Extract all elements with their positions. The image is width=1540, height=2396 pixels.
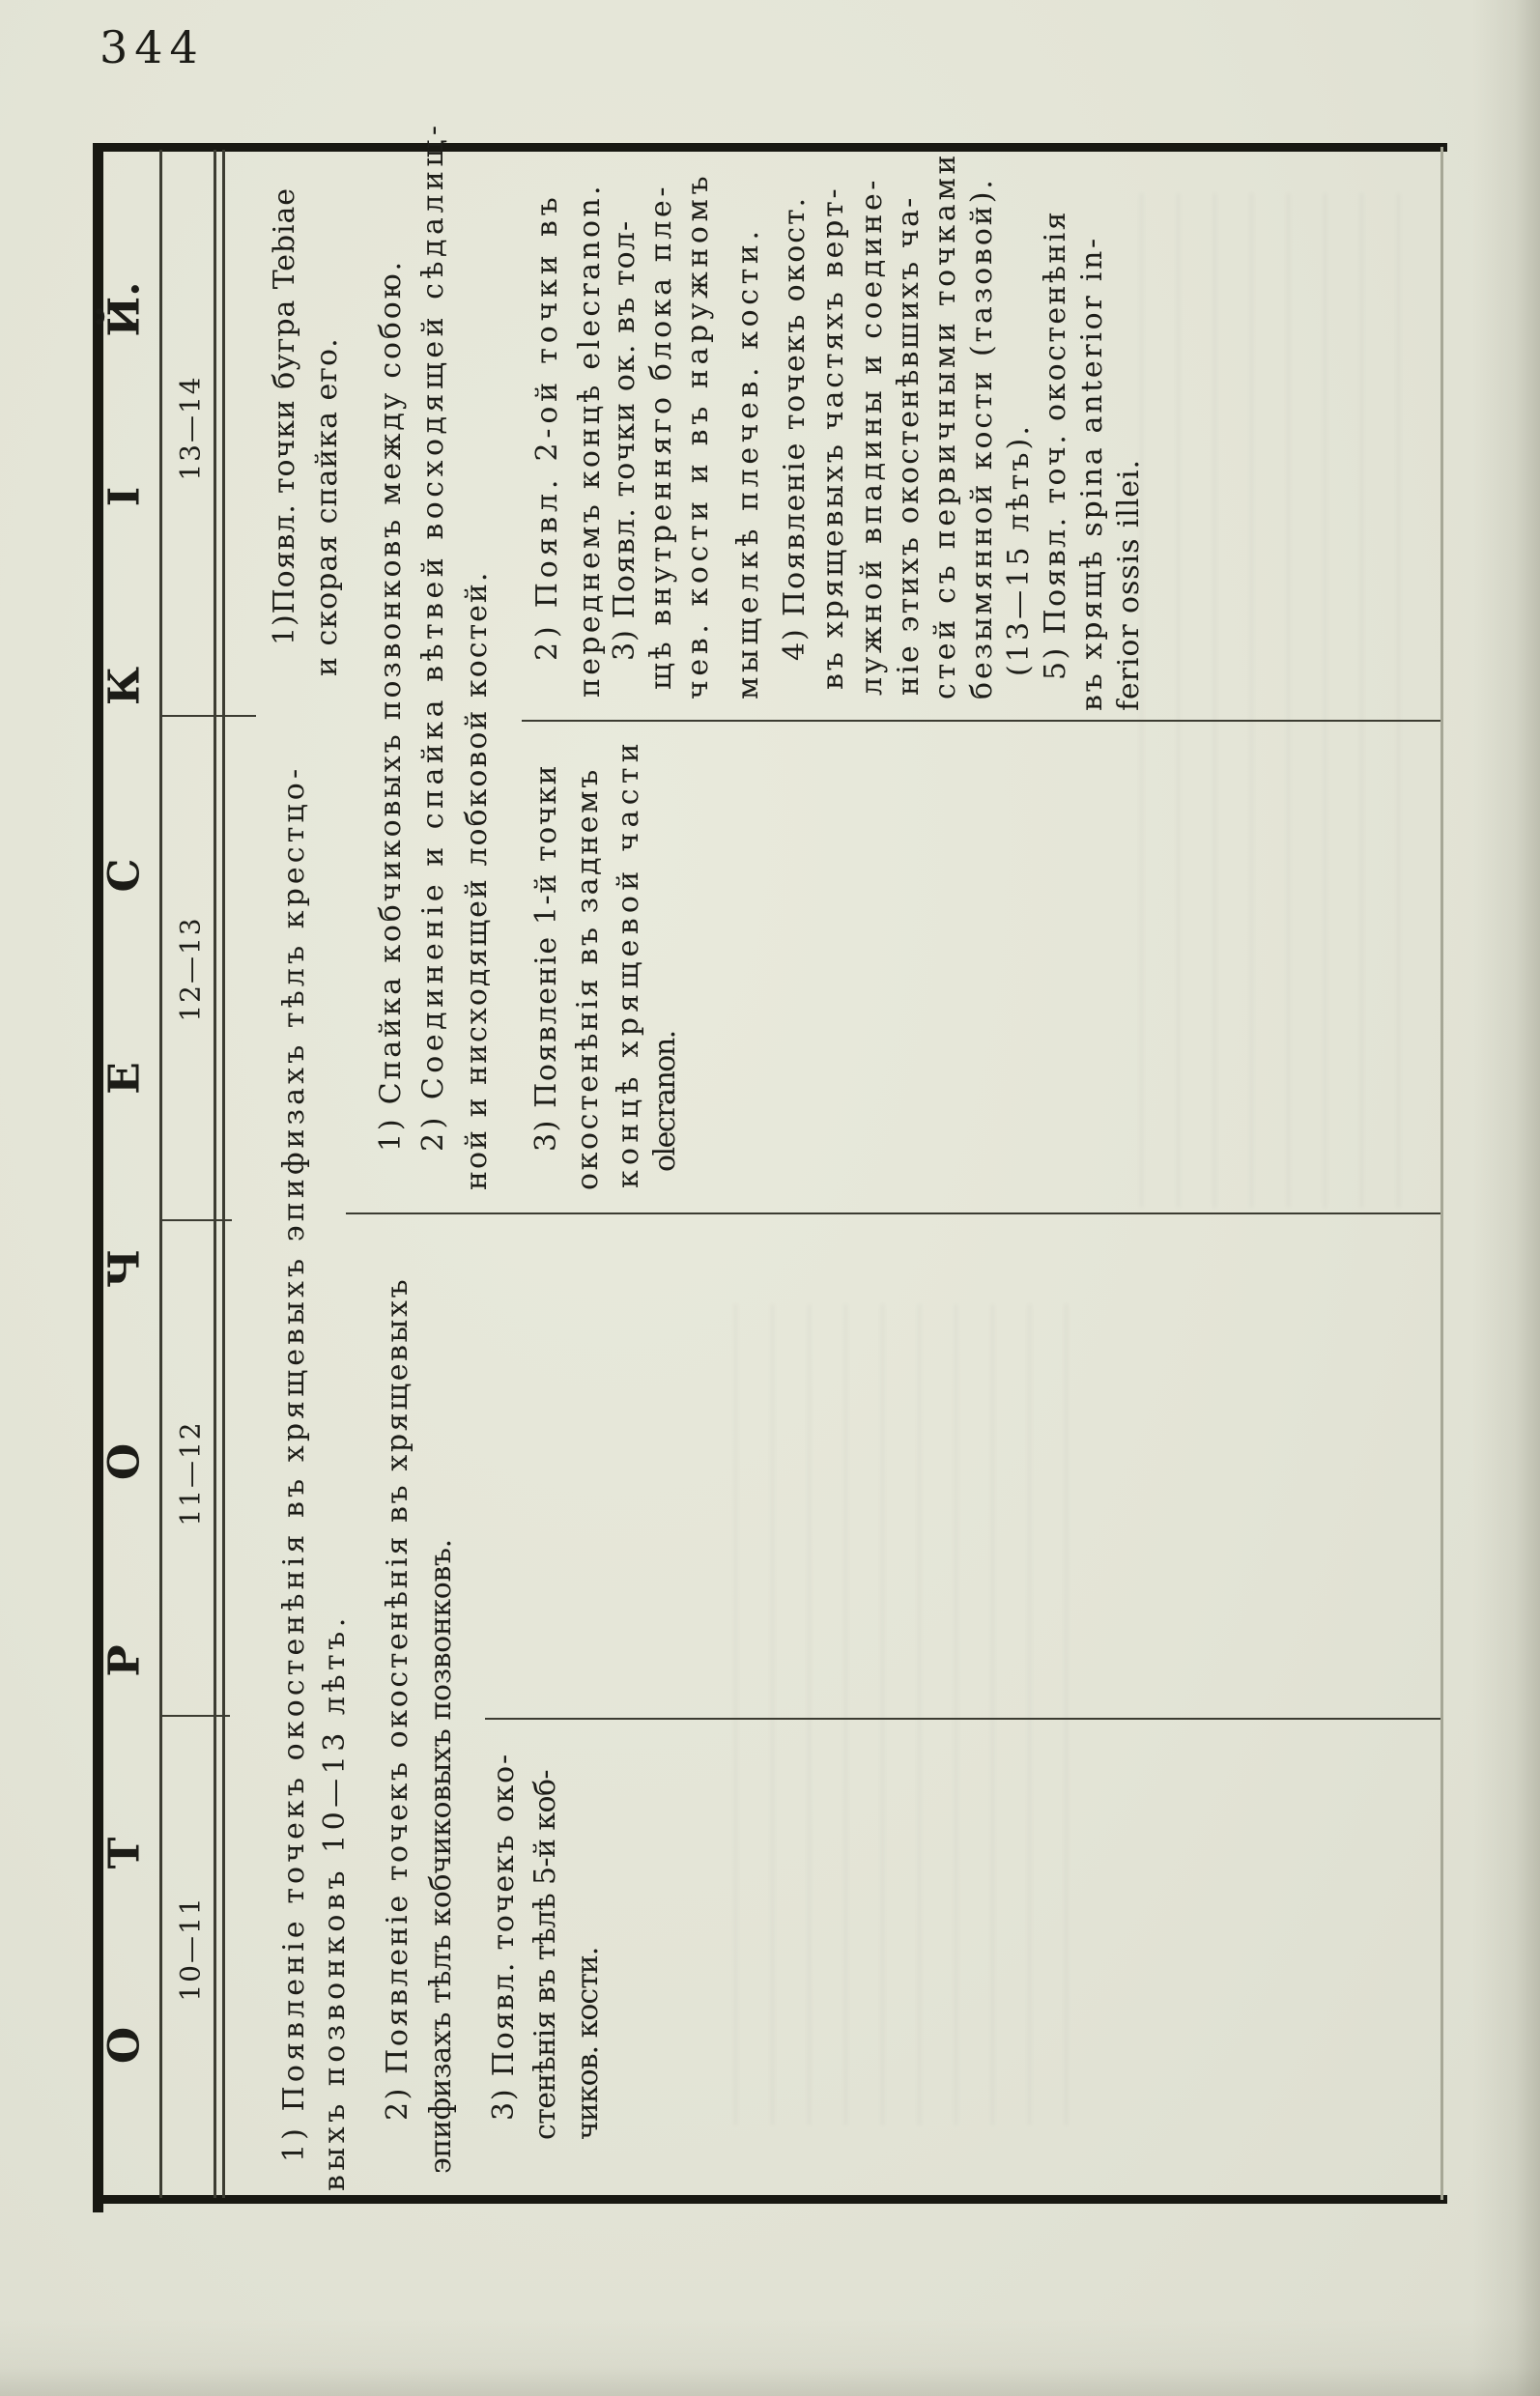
body-text-line: щѣ внутренняго блока пле- [644, 183, 678, 690]
table-title-letter: О [100, 1442, 150, 1481]
body-text-line: ной и нисходящей лобковой костей. [460, 570, 494, 1190]
body-text-line: 2) Появленіе точекъ окостенѣнія въ хрящевыхъ [381, 1276, 414, 2121]
body-text-line: выхъ позвонковъ 10—13 лѣтъ. [318, 1613, 352, 2191]
body-text-line: безымянной кости (тазовой). [965, 177, 999, 699]
body-text-line: 1) Спайка кобчиковыхъ позвонковъ между собою. [374, 259, 408, 1152]
body-text-line: концѣ хрящевой части [612, 737, 645, 1188]
body-text-line: чиков. кости. [571, 1947, 605, 2140]
body-text-line: 4) Появленіе точекъ окост. [778, 196, 812, 661]
table-title-letter: Ч [100, 1248, 150, 1289]
body-text-line: olecranon. [648, 1031, 682, 1172]
body-text-line: 3) Появленіе 1-й точки [529, 763, 563, 1152]
body-text-line: лужной впадины и соедине- [855, 176, 889, 696]
body-text-line: стенѣнія въ тѣлѣ 5-й коб- [528, 1770, 562, 2140]
body-text-line: (13—15 лѣтъ). [1002, 423, 1036, 676]
body-text-line: чев. кости и въ наружномъ [681, 171, 715, 699]
body-text-line: 2) Появл. 2-ой точки въ [530, 192, 564, 661]
table-title-letter: О [100, 2026, 150, 2065]
table-title-letter: К [100, 666, 150, 706]
body-text-line: 3) Появл. точки ок. въ тол- [608, 219, 642, 661]
table-border-bottom [93, 2195, 1447, 2204]
table-border-left [93, 143, 103, 2212]
body-text-line: 2) Соединеніе и спайка вѣтвей восходящей сѣдалищ- [416, 121, 450, 1152]
body-text-line: въ хрящевыхъ частяхъ верт- [816, 185, 850, 690]
body-text-line: и скорая спайка его. [310, 337, 344, 676]
age-cell-separator-3 [161, 1715, 230, 1717]
age-column-label: 11—12 [174, 1420, 207, 1526]
age-column-label: 10—11 [174, 1896, 207, 2002]
table-title-letter: Е [100, 1062, 150, 1095]
age-cell-separator-1 [161, 715, 256, 717]
header-double-rule-outer [214, 150, 216, 2198]
table-title-letter: Р [100, 1644, 150, 1677]
page-number: 344 [100, 21, 205, 73]
body-text-line: въ хрящѣ spina anterior in- [1075, 236, 1109, 711]
body-text-line: стей съ первичными точками [928, 151, 962, 699]
table-title-letter: С [100, 858, 150, 893]
bleed-through-ghost [734, 1304, 1101, 2125]
age-column-label: 12—13 [174, 916, 207, 1022]
title-row-rule [159, 150, 162, 2198]
table-title-letter: Т [100, 1837, 150, 1869]
body-text-line: мыщелкѣ плечев. кости. [731, 226, 765, 699]
body-text-line: ніе этихъ окостенѣвшихъ ча- [892, 195, 926, 696]
age-cell-separator-2 [161, 1219, 232, 1221]
body-text-line: ferior ossis illei. [1112, 459, 1146, 711]
body-text-line: 5) Появл. точ. окостенѣнія [1039, 209, 1072, 680]
table-border-right [1440, 147, 1443, 2200]
body-text-line: окостенѣнія въ заднемъ [571, 767, 605, 1190]
body-text-line: эпифизахъ тѣлъ кобчиковыхъ позвонковъ. [424, 1539, 458, 2174]
header-double-rule-inner [222, 150, 225, 2198]
bleed-through-ghost [1140, 193, 1420, 1208]
table-border-top [93, 143, 1447, 152]
table-title-letter: І [100, 486, 150, 507]
body-text-line: 3) Появл. точекъ око- [487, 1753, 521, 2121]
table-title-letter: Й. [100, 281, 150, 337]
column-rule-12-13 [346, 1212, 1440, 1214]
body-text-line: 1) Появленіе точекъ окостенѣнія въ хрящевыхъ эпифизахъ тѣлъ крестцо- [277, 764, 311, 2162]
body-text-line: 1)Появл. точки бугра Tebiae [268, 187, 301, 645]
age-column-label: 13—14 [174, 375, 207, 481]
body-text-line: переднемъ концѣ elecranon. [573, 183, 607, 698]
